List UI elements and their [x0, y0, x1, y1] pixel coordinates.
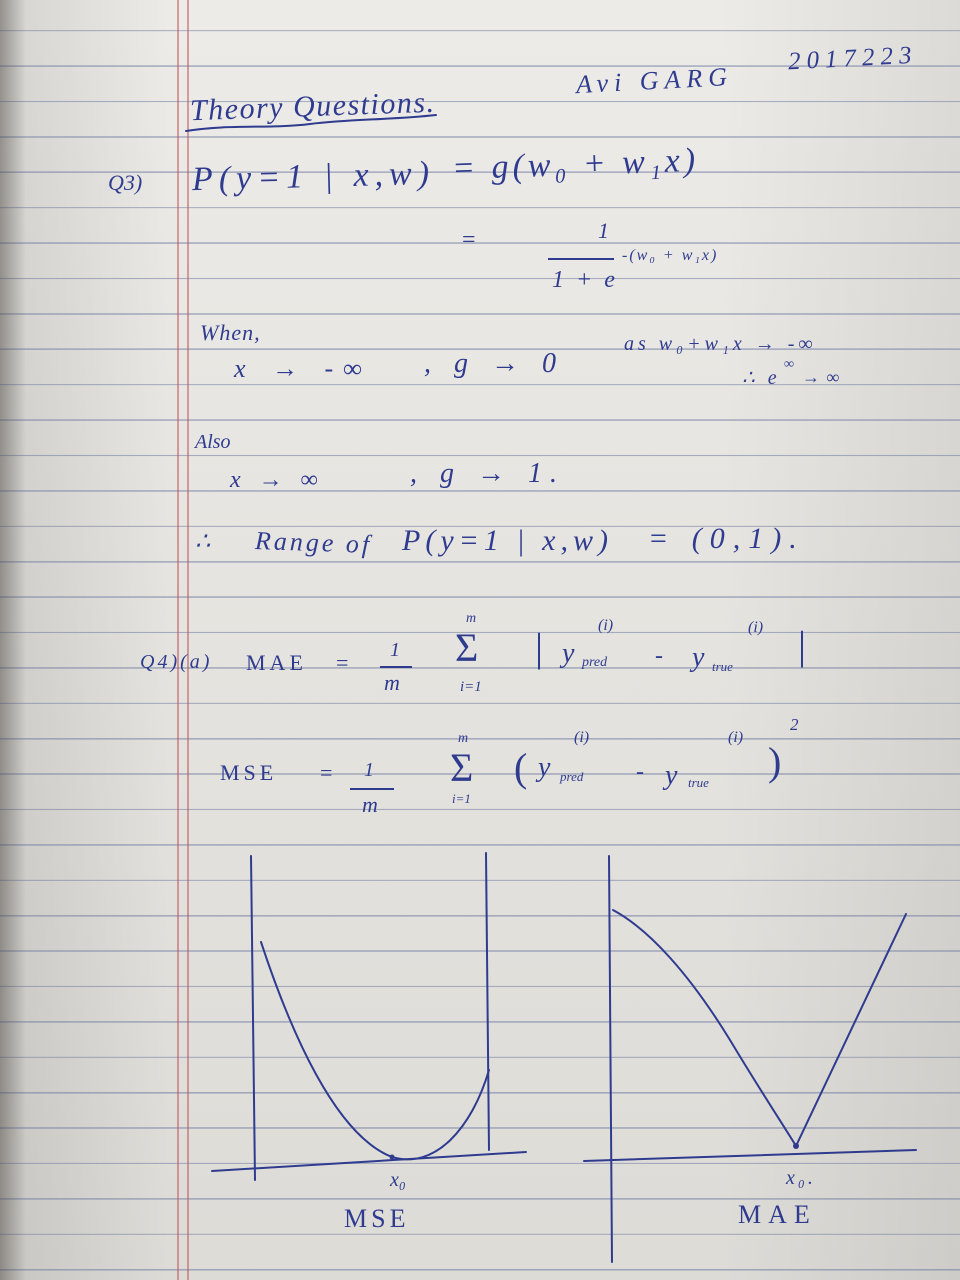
mse-pred-sup: (i) — [574, 729, 590, 746]
student-name: Avi GARG — [575, 61, 734, 100]
margin-line-outer — [177, 0, 179, 1280]
mse-pred-sub: pred — [560, 769, 584, 784]
mse-minus: - — [636, 759, 644, 785]
q3-also-label: Also — [195, 431, 231, 453]
mse-paren-close: ) — [768, 739, 782, 784]
mae-true-sub: true — [712, 659, 733, 674]
mse-pred-var: y — [538, 752, 551, 783]
q3-range-label: Range of — [254, 525, 373, 560]
mse-equals: = — [320, 760, 333, 785]
q3-fraction-bar — [548, 258, 614, 260]
mse-true-sup: (i) — [728, 729, 744, 746]
mse-fraction-bar — [350, 788, 394, 790]
q3-case1-reason: as w₀+w₁x → -∞ — [624, 333, 817, 355]
mse-sum-lower: i=1 — [452, 791, 471, 806]
q4-label: Q4)(a) — [140, 651, 213, 673]
mse-fraction-numerator: 1 — [364, 759, 374, 781]
mae-abs-close: | — [798, 623, 807, 668]
roll-number: 2017223 — [787, 41, 919, 76]
mse-true-sub: true — [688, 775, 709, 790]
mae-fraction-denominator: m — [384, 670, 400, 695]
mse-name: MSE — [220, 760, 278, 785]
mae-fraction-bar — [380, 666, 412, 668]
mae-pred-sup: (i) — [598, 617, 614, 634]
mae-abs-open: | — [535, 625, 544, 670]
mse-graph-title: MSE — [344, 1204, 410, 1233]
mse-graph — [212, 853, 526, 1180]
mse-true-var: y — [665, 760, 678, 791]
mse-right-boundary — [486, 853, 489, 1150]
q3-fraction-exponent: -(w₀ + w₁x) — [622, 247, 719, 264]
mae-minus: - — [655, 643, 663, 669]
margin-line-inner — [187, 0, 189, 1280]
mae-name: MAE — [246, 650, 307, 675]
mae-equals: = — [336, 650, 349, 675]
mse-y-axis — [251, 856, 255, 1180]
mse-minimum-point — [390, 1155, 395, 1160]
q3-when-label: When, — [200, 320, 261, 345]
mse-sum-upper: m — [458, 731, 469, 746]
page-title: Theory Questions. — [189, 85, 436, 128]
mae-graph-min-label: x₀. — [786, 1167, 816, 1189]
q3-case1-g: , g → 0 — [424, 348, 564, 379]
mse-power: 2 — [790, 715, 799, 734]
mse-x-axis — [212, 1152, 526, 1171]
mae-x-axis — [584, 1150, 916, 1161]
q3-case1-x: x → -∞ — [234, 354, 372, 383]
q3-step-equals: = — [462, 227, 476, 253]
q3-fraction-numerator: 1 — [598, 218, 609, 243]
mse-paren-open: ( — [514, 745, 528, 790]
mae-sum-symbol: Σ — [455, 625, 479, 670]
q3-label: Q3) — [108, 170, 143, 195]
q3-range-value: = (0,1). — [648, 522, 805, 555]
mae-v-curve — [613, 910, 906, 1146]
mse-sum-symbol: Σ — [450, 745, 474, 790]
mse-fraction-denominator: m — [362, 792, 378, 817]
q3-case2-x: x → ∞ — [230, 467, 324, 493]
mse-graph-min-label: x₀ — [390, 1169, 406, 1191]
q3-range-therefore: ∴ — [195, 529, 211, 555]
mae-pred-sub: pred — [582, 655, 608, 670]
q3-range-probability: P(y=1 | x,w) — [402, 524, 613, 557]
mae-sum-lower: i=1 — [460, 679, 482, 695]
q3-probability-lhs: P(y=1 | x,w) — [191, 154, 436, 199]
q3-case1-therefore-tail: → ∞ — [802, 367, 841, 387]
mae-true-var: y — [692, 642, 705, 673]
page-binding-shadow — [0, 0, 26, 1280]
q3-case1-therefore: ∴ e — [742, 367, 781, 389]
q3-fraction-denominator: 1 + e — [552, 267, 618, 293]
mae-sum-upper: m — [466, 611, 477, 626]
mae-minimum-point — [793, 1143, 799, 1149]
mae-fraction-numerator: 1 — [390, 639, 400, 661]
mae-y-axis — [609, 856, 612, 1262]
q3-case2-g: , g → 1. — [410, 458, 565, 489]
mae-pred-var: y — [562, 638, 575, 669]
q3-case1-therefore-exponent: ∞ — [784, 357, 794, 372]
mae-true-sup: (i) — [748, 619, 764, 636]
mse-parabola-curve — [261, 942, 489, 1159]
mae-graph-title: MAE — [738, 1200, 817, 1229]
q3-sigmoid-rhs: = g(w₀ + w₁x) — [451, 141, 700, 188]
